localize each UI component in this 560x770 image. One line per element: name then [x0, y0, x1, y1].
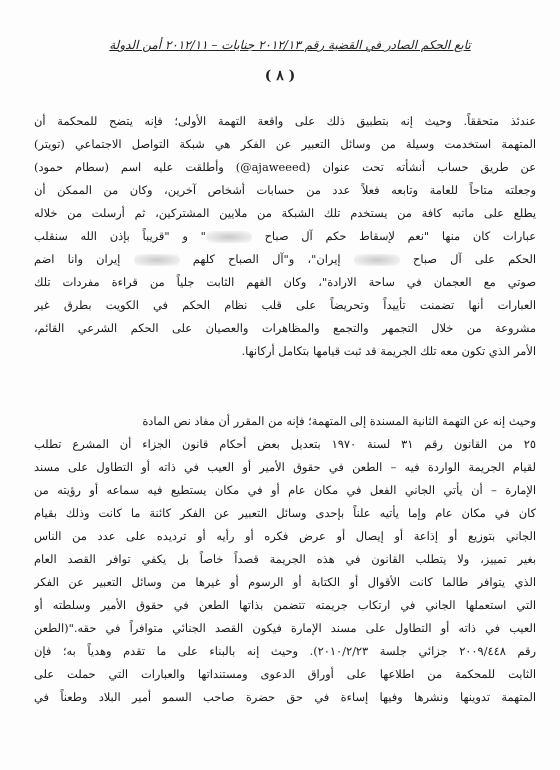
text-line: لقيام الجريمة الواردة فيه – الطعن في حقوق الأمير أو العيب في ذاته أو التطاول على مسند [34, 460, 536, 474]
text-fragment: عبارات كان منها "نعم لإسقاط حكم آل صباح [251, 229, 536, 243]
text-fragment: الحكم على آل صباح [399, 252, 536, 266]
text-line: الثابت للمحكمة من اطلاعها على أوراق الدعوى ومستنداتها والعبارات التي حملت على [34, 667, 536, 681]
text-line: عن طريق حساب أنشأته تحت عنوان (ajaweeed@) وأطلقت عليه اسم (سطام حمود) [34, 160, 536, 174]
redaction-mark [354, 254, 400, 266]
text-fragment: " و "قريباً بإذن الله سنقلب [34, 229, 206, 243]
text-line: الأمر الذي تكون معه تلك الجريمة قد ثبت قيامها بتكامل أركانها. [241, 344, 536, 358]
redaction-mark [206, 231, 252, 243]
text-line-with-redaction [34, 225, 536, 248]
paragraph-2 [34, 410, 536, 709]
paragraph-1 [34, 110, 536, 363]
text-line: الجاني بتوزيع أو إذاعة أو إيصال أو عرض فكره أو رأيه أو ترديده على عدد من الناس [34, 529, 536, 543]
text-line: عندئذ متحققاً. وحيث إنه بتطبيق ذلك على واقعة التهمة الأولى؛ فإنه يتضح للمحكمة أن [34, 114, 536, 128]
text-line: كان في مكان عام وإما يأتيه علناً بإحدى وسائل التعبير عن الفكر كائنة ما كانت وذلك بقيام [34, 506, 536, 520]
text-line: الإمارة – أن يأتي الجاني الفعل في مكان عام أو في مكان يستطيع فيه سماعه أو رؤيته من [34, 483, 536, 497]
text-fragment: إيران"، و"آل الصباح كلهم [179, 252, 354, 266]
text-line: صوتي مع العجمان في ساحة الارادة"، وكان الفهم الثابت جلياً من قراءة مفردات تلك [34, 275, 536, 289]
text-line: مشروعة من خلال التجمهر والتجمع والمظاهرات والعصيان على الحكم الشرعي القائم، [34, 321, 536, 335]
text-line: العيب في ذاته أو التطاول على مسند الإمارة فيكون القصد الجنائي متوافراً في حقه."(الطعن [34, 621, 536, 635]
text-line: يطلع على ماتبه كافة من يستخدم تلك الشبكة من ملايين المشتركين، ثم أرسلت من خلاله [34, 206, 536, 220]
text-line: المتهمة تدوينها ونشرها وفيها إساءة في حق حضرة صاحب السمو أمير البلاد وطعناً في [34, 690, 536, 704]
text-line: المتهمة استخدمت وسيلة من وسائل التعبير عن الفكر هي شبكة التواصل الاجتماعي (تويتر) [34, 137, 536, 151]
page-number-text: ( ٨ ) [264, 68, 296, 84]
text-line: وحيث إنه عن التهمة الثانية المسندة إلى المتهمة؛ فإنه من المقرر أن مفاد نص المادة [142, 414, 536, 428]
page-number [0, 68, 560, 84]
text-line: الذي يتوافر طالما كانت الأقوال أو الكتابة أو الرسوم أو غيرها من وسائل التعبير عن الفكر [34, 575, 536, 589]
text-fragment: إيران وانا اضم [34, 252, 134, 266]
text-line: وجعلته متاحاً للعامة وتابعه فعلاً عدد من حسابات أشخاص آخرين، وكان من الممكن أن [34, 183, 536, 197]
text-line-with-redaction [34, 248, 536, 271]
text-line: العبارات أنها تضمنت تأييداً وتحريضاً على قلب نظام الحكم في الكويت بطرق غير [34, 298, 536, 312]
text-line: ٢٥ من القانون رقم ٣١ لسنة ١٩٧٠ بتعديل بعض أحكام قانون الجزاء أن المشرع تطلب [34, 437, 536, 451]
text-line: بغير تمييز، ولا يتطلب القانون في هذه الجريمة قصداً خاصاً بل يكفي توافر القصد العام [34, 552, 536, 566]
text-line: رقم ٢٠٠٩/٤٤٨ جزائي جلسة ٢٠١٠/٢/٢٣). وحيث إنه بالبناء على ما تقدم وهدياً به؛ فإن [34, 644, 536, 658]
text-line: التي استعملها الجاني في ارتكاب جريمته تتضمن بذاتها الطعن في حقوق الأمير وسلطته أو [34, 598, 536, 612]
page-header: تابع الحكم الصادر في القضية رقم ٢٠١٢/١٣ جنايات – ٢٠١٢/١١ أمن الدولة [109, 38, 471, 52]
redaction-mark [134, 254, 180, 266]
